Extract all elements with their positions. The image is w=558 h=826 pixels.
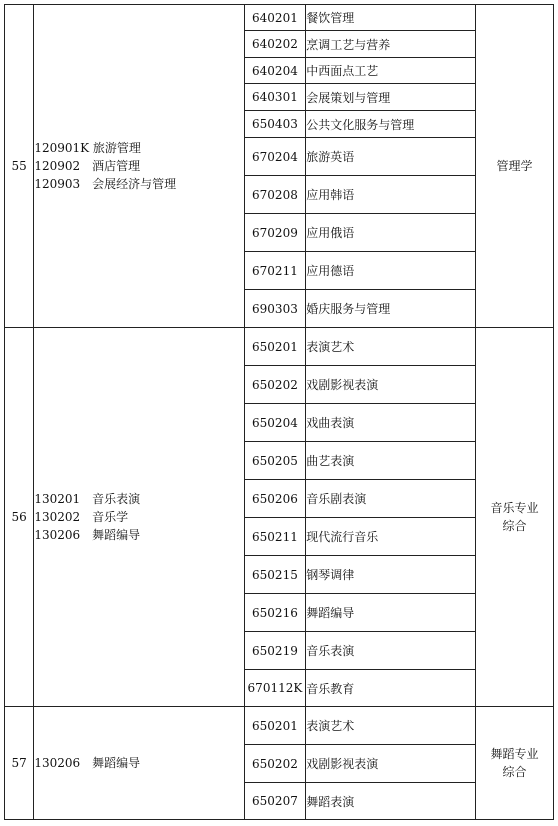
vocational-code: 650215 bbox=[244, 556, 306, 594]
undergrad-majors-cell bbox=[34, 328, 244, 707]
category-label: 舞蹈专业 bbox=[490, 747, 539, 761]
vocational-name: 舞蹈表演 bbox=[306, 783, 476, 820]
vocational-name: 音乐表演 bbox=[306, 632, 476, 670]
category-label: 音乐专业 bbox=[490, 501, 539, 515]
undergrad-major bbox=[34, 157, 243, 175]
vocational-code: 670112K bbox=[244, 670, 306, 707]
undergrad-name: 会展经济与管理 bbox=[92, 177, 177, 191]
undergrad-name: 音乐表演 bbox=[92, 492, 141, 506]
row-number: 56 bbox=[5, 328, 34, 707]
vocational-name: 表演艺术 bbox=[306, 707, 476, 745]
undergrad-code: 130206 bbox=[34, 756, 81, 770]
undergrad-code: 120901K bbox=[34, 141, 90, 155]
vocational-code: 640204 bbox=[244, 58, 306, 84]
vocational-name: 戏剧影视表演 bbox=[306, 745, 476, 783]
major-table bbox=[4, 4, 554, 820]
vocational-code: 650204 bbox=[244, 404, 306, 442]
undergrad-name: 旅游管理 bbox=[92, 141, 141, 155]
category-cell bbox=[476, 5, 554, 328]
vocational-code: 650216 bbox=[244, 594, 306, 632]
row-number: 55 bbox=[5, 5, 34, 328]
vocational-code: 650206 bbox=[244, 480, 306, 518]
vocational-name: 中西面点工艺 bbox=[306, 58, 476, 84]
vocational-code: 640301 bbox=[244, 84, 306, 111]
undergrad-major bbox=[34, 490, 243, 508]
undergrad-major bbox=[34, 754, 243, 772]
undergrad-code: 130202 bbox=[34, 510, 81, 524]
undergrad-majors-cell bbox=[34, 5, 244, 328]
vocational-name: 戏曲表演 bbox=[306, 404, 476, 442]
vocational-name: 表演艺术 bbox=[306, 328, 476, 366]
undergrad-name: 舞蹈编导 bbox=[92, 756, 141, 770]
category-label: 管理学 bbox=[496, 159, 533, 173]
category-cell bbox=[476, 707, 554, 820]
undergrad-name: 酒店管理 bbox=[92, 159, 141, 173]
vocational-name: 舞蹈编导 bbox=[306, 594, 476, 632]
vocational-name: 公共文化服务与管理 bbox=[306, 111, 476, 138]
vocational-name: 钢琴调律 bbox=[306, 556, 476, 594]
vocational-name: 音乐剧表演 bbox=[306, 480, 476, 518]
vocational-code: 670211 bbox=[244, 252, 306, 290]
vocational-code: 650207 bbox=[244, 783, 306, 820]
undergrad-major bbox=[34, 508, 243, 526]
undergrad-code: 130206 bbox=[34, 528, 81, 542]
table-row bbox=[5, 5, 554, 31]
vocational-code: 640201 bbox=[244, 5, 306, 31]
vocational-name: 现代流行音乐 bbox=[306, 518, 476, 556]
category-cell bbox=[476, 328, 554, 707]
vocational-code: 640202 bbox=[244, 31, 306, 58]
vocational-code: 650201 bbox=[244, 707, 306, 745]
vocational-code: 650219 bbox=[244, 632, 306, 670]
vocational-name: 应用德语 bbox=[306, 252, 476, 290]
undergrad-code: 120902 bbox=[34, 159, 81, 173]
undergrad-major bbox=[34, 139, 243, 157]
vocational-name: 曲艺表演 bbox=[306, 442, 476, 480]
undergrad-code: 130201 bbox=[34, 492, 81, 506]
vocational-code: 650202 bbox=[244, 745, 306, 783]
undergrad-major bbox=[34, 175, 243, 193]
vocational-code: 690303 bbox=[244, 290, 306, 328]
row-number: 57 bbox=[5, 707, 34, 820]
vocational-code: 650403 bbox=[244, 111, 306, 138]
vocational-name: 应用俄语 bbox=[306, 214, 476, 252]
vocational-code: 650211 bbox=[244, 518, 306, 556]
vocational-name: 会展策划与管理 bbox=[306, 84, 476, 111]
vocational-name: 应用韩语 bbox=[306, 176, 476, 214]
vocational-code: 650205 bbox=[244, 442, 306, 480]
vocational-name: 音乐教育 bbox=[306, 670, 476, 707]
undergrad-majors-cell bbox=[34, 707, 244, 820]
category-label: 综合 bbox=[502, 519, 527, 533]
vocational-name: 旅游英语 bbox=[306, 138, 476, 176]
table-row bbox=[5, 707, 554, 745]
vocational-code: 650201 bbox=[244, 328, 306, 366]
vocational-code: 670208 bbox=[244, 176, 306, 214]
vocational-code: 670209 bbox=[244, 214, 306, 252]
undergrad-code: 120903 bbox=[34, 177, 81, 191]
vocational-code: 650202 bbox=[244, 366, 306, 404]
undergrad-major bbox=[34, 526, 243, 544]
vocational-name: 戏剧影视表演 bbox=[306, 366, 476, 404]
vocational-name: 婚庆服务与管理 bbox=[306, 290, 476, 328]
table-body bbox=[5, 5, 554, 820]
undergrad-name: 音乐学 bbox=[92, 510, 129, 524]
vocational-code: 670204 bbox=[244, 138, 306, 176]
table-row bbox=[5, 328, 554, 366]
category-label: 综合 bbox=[502, 765, 527, 779]
vocational-name: 餐饮管理 bbox=[306, 5, 476, 31]
vocational-name: 烹调工艺与营养 bbox=[306, 31, 476, 58]
undergrad-name: 舞蹈编导 bbox=[92, 528, 141, 542]
